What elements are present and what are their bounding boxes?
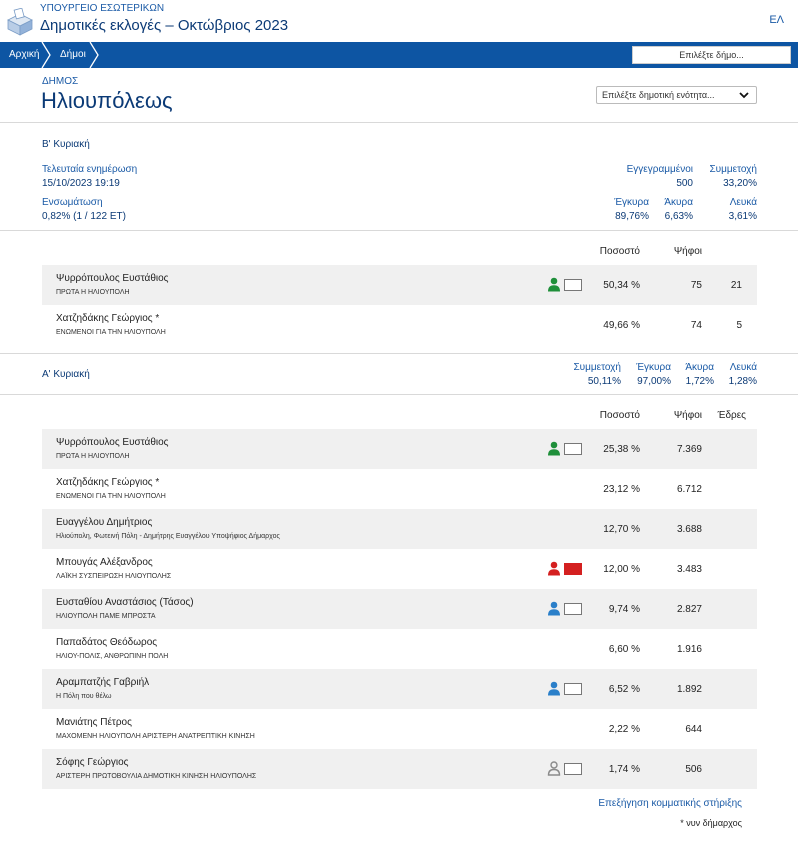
person-green-icon [547,277,561,292]
municipality-select[interactable]: Επιλέξτε δήμο... [632,46,791,64]
integration-label: Ενσωμάτωση [42,197,103,208]
table-row[interactable] [42,549,757,589]
table-row[interactable] [42,509,757,549]
red-flag-icon [564,563,582,575]
candidate-name: Χατζηδάκης Γεώργιος * [56,477,160,488]
candidate-seats: 21 [730,280,742,291]
a-valid-label: Έγκυρα [636,362,671,373]
candidate-pct: 49,66 % [603,320,640,331]
a-turnout-label: Συμμετοχή [573,362,621,373]
last-update-value: 15/10/2023 19:19 [42,178,120,189]
breadcrumb-dimoi[interactable]: Δήμοι [60,49,86,60]
candidate-name: Ευαγγέλου Δημήτριος [56,517,153,528]
party-support-icons[interactable] [547,681,587,697]
breadcrumb-home[interactable]: Αρχική [9,49,40,60]
candidate-name: Ψυρρόπουλος Ευστάθιος [56,437,169,448]
candidate-party: Η Πόλη που θέλω [56,693,112,700]
empty-flag-icon [564,763,582,775]
candidate-pct: 12,70 % [603,524,640,535]
candidate-name: Ευσταθίου Αναστάσιος (Τάσος) [56,597,194,608]
empty-flag-icon [564,603,582,615]
table-row[interactable] [42,709,757,749]
candidate-party: ΠΡΩΤΑ Η ΗΛΙΟΥΠΟΛΗ [56,289,130,296]
divider [0,230,798,231]
person-red-icon [547,561,561,576]
candidate-pct: 9,74 % [608,604,640,615]
a-col-header-seats: Έδρες [717,410,746,421]
candidate-name: Ψυρρόπουλος Ευστάθιος [56,273,169,284]
candidate-pct: 6,60 % [608,644,640,655]
table-row[interactable] [42,749,757,789]
candidate-pct: 12,00 % [603,564,640,575]
candidate-votes: 1.892 [676,684,702,695]
divider [0,394,798,395]
a-blank-value: 1,28% [728,376,757,387]
unit-select[interactable] [596,86,757,104]
empty-flag-icon [564,443,582,455]
table-row[interactable] [42,265,757,305]
candidate-votes: 7.369 [676,444,702,455]
round-b-label: Β' Κυριακή [42,139,90,150]
table-row[interactable] [42,589,757,629]
a-turnout-value: 50,11% [587,376,621,387]
a-invalid-value: 1,72% [685,376,714,387]
party-support-icons[interactable] [547,761,587,777]
party-support-icons[interactable] [547,601,587,617]
party-support-link[interactable]: Επεξήγηση κομματικής στήριξης [598,798,742,809]
party-support-icons[interactable] [547,441,587,457]
municipality-label: ΔΗΜΟΣ [42,76,79,87]
ministry-name: ΥΠΟΥΡΓΕΙΟ ΕΣΩΤΕΡΙΚΩΝ [40,3,165,14]
candidate-votes: 3.688 [676,524,702,535]
candidate-votes: 644 [685,724,702,735]
site-header [0,0,798,42]
app-title[interactable]: Δημοτικές εκλογές – Οκτώβριος 2023 [40,17,289,34]
person-blue-icon [547,601,561,616]
candidate-pct: 2,22 % [608,724,640,735]
candidate-party: ΗΛΙΟΥ-ΠΟΛΙΣ, ΑΝΘΡΩΠΙΝΗ ΠΟΛΗ [56,653,169,660]
turnout-value: 33,20% [723,178,757,189]
candidate-pct: 25,38 % [603,444,640,455]
candidate-party: ΕΝΩΜΕΝΟΙ ΓΙΑ ΤΗΝ ΗΛΙΟΥΠΟΛΗ [56,493,166,500]
registered-label: Εγγεγραμμένοι [626,164,693,175]
candidate-votes: 1.916 [676,644,702,655]
table-row[interactable] [42,669,757,709]
invalid-label: Άκυρα [664,197,693,208]
candidate-name: Μπουγάς Αλέξανδρος [56,557,153,568]
candidate-votes: 75 [690,280,702,291]
blank-label: Λευκά [729,197,757,208]
valid-value: 89,76% [615,211,649,222]
table-row[interactable] [42,469,757,509]
table-row[interactable] [42,629,757,669]
person-grey-icon [547,761,561,776]
chevron-down-icon [738,88,750,102]
chevron-right-icon [88,42,102,68]
candidate-pct: 23,12 % [603,484,640,495]
candidate-name: Σόφης Γεώργιος [56,757,129,768]
divider [0,353,798,354]
unit-select-placeholder: Επιλέξτε δημοτική ενότητα... [602,90,715,100]
person-green-icon [547,441,561,456]
candidate-votes: 3.483 [676,564,702,575]
round-a-label: Α' Κυριακή [42,369,90,380]
integration-value: 0,82% (1 / 122 ΕΤ) [42,211,126,222]
page-title: Ηλιουπόλεως [41,88,173,113]
table-row[interactable] [42,305,757,345]
invalid-value: 6,63% [664,211,693,222]
candidate-name: Αραμπατζής Γαβριήλ [56,677,150,688]
party-support-icons[interactable] [547,561,587,577]
candidate-votes: 6.712 [676,484,702,495]
candidate-party: ΜΑΧΟΜΕΝΗ ΗΛΙΟΥΠΟΛΗ ΑΡΙΣΤΕΡΗ ΑΝΑΤΡΕΠΤΙΚΗ ΚΙΝΗΣΗ [56,733,255,740]
col-header-pct: Ποσοστό [599,246,640,257]
candidate-party: Ηλιούπολη, Φωτεινή Πόλη - Δημήτρης Ευαγγέλου Υποψήφιος Δήμαρχος [56,533,280,540]
col-header-votes: Ψήφοι [673,246,702,257]
blank-value: 3,61% [728,211,757,222]
candidate-name: Παπαδάτος Θεόδωρος [56,637,158,648]
last-update-label: Τελευταία ενημέρωση [42,164,138,175]
chevron-right-icon [40,42,54,68]
registered-value: 500 [676,178,693,189]
footnote: * νυν δήμαρχος [680,818,742,828]
candidate-pct: 1,74 % [608,764,640,775]
a-blank-label: Λευκά [729,362,757,373]
language-switch[interactable]: ΕΛ [769,14,784,26]
candidate-party: ΕΝΩΜΕΝΟΙ ΓΙΑ ΤΗΝ ΗΛΙΟΥΠΟΛΗ [56,329,166,336]
party-support-icons[interactable] [547,277,587,293]
candidate-party: ΗΛΙΟΥΠΟΛΗ ΠΑΜΕ ΜΠΡΟΣΤΑ [56,613,156,620]
candidate-name: Μανιάτης Πέτρος [56,717,132,728]
empty-flag-icon [564,683,582,695]
a-valid-value: 97,00% [637,376,671,387]
valid-label: Έγκυρα [614,197,649,208]
candidate-party: ΛΑΪΚΗ ΣΥΣΠΕΙΡΩΣΗ ΗΛΙΟΥΠΟΛΗΣ [56,573,172,580]
turnout-label: Συμμετοχή [709,164,757,175]
candidate-votes: 506 [685,764,702,775]
a-col-header-pct: Ποσοστό [599,410,640,421]
candidate-votes: 74 [690,320,702,331]
candidate-party: ΠΡΩΤΑ Η ΗΛΙΟΥΠΟΛΗ [56,453,130,460]
ballot-box-icon [6,8,34,36]
a-col-header-votes: Ψήφοι [673,410,702,421]
empty-flag-icon [564,279,582,291]
candidate-pct: 50,34 % [603,280,640,291]
person-blue-icon [547,681,561,696]
divider [0,122,798,123]
a-invalid-label: Άκυρα [685,362,714,373]
table-row[interactable] [42,429,757,469]
candidate-party: ΑΡΙΣΤΕΡΗ ΠΡΩΤΟΒΟΥΛΙΑ ΔΗΜΟΤΙΚΗ ΚΙΝΗΣΗ ΗΛΙΟΥΠΟΛΗΣ [56,773,257,780]
candidate-pct: 6,52 % [608,684,640,695]
candidate-name: Χατζηδάκης Γεώργιος * [56,313,160,324]
candidate-seats: 5 [736,320,742,331]
candidate-votes: 2.827 [676,604,702,615]
